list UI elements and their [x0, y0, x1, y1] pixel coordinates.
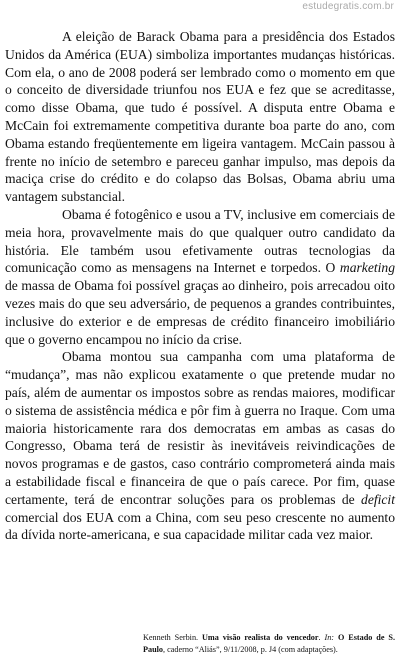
paragraph-text: deficit [361, 491, 395, 507]
citation-text: In: [324, 633, 335, 642]
paragraph-1 [5, 28, 395, 206]
citation-text: . [318, 633, 325, 642]
article-body [5, 28, 395, 544]
citation-text: Kenneth Serbin. [143, 633, 203, 642]
paragraph-text: comercial dos EUA com a China, com seu peso crescente no aumento da dívida norte-americana, e sua capacidade militar cada vez maior. [5, 509, 395, 543]
paragraph-text: Obama montou sua campanha com uma plataforma de “mudança”, mas não explicou exatamente o que pretende mudar no país, além de aumentar os impostos sobre as rendas maiores, modificar o sistema de assistência médica e pôr fim à guerra no Iraque. Com uma maioria historicamente rara dos democratas em ambas as casas do Congresso, Obama terá de resistir às inevitáveis reivindicações de novos programas e de gastos, caso contrário comprometerá ainda mais a estabilidade fiscal e financeira de que o país carece. Por fim, quase certamente, terá de encontrar soluções para os problemas de [5, 349, 395, 507]
source-citation [143, 632, 395, 656]
citation-text: , caderno “Aliás”, 9/11/2008, p. J4 (com adaptações). [163, 644, 338, 654]
citation-text: O Estado de S. Paulo [143, 633, 395, 654]
paragraph-2 [5, 206, 395, 348]
paragraph-3 [5, 348, 395, 544]
paragraph-text: marketing [339, 260, 395, 276]
site-watermark: estudegratis.com.br [302, 1, 394, 12]
citation-text: Uma visão realista do vencedor [202, 633, 319, 642]
paragraph-text: A eleição de Barack Obama para a presidência dos Estados Unidos da América (EUA) simboliza importantes mudanças históricas. Com ela, o ano de 2008 poderá ser lembrado como o momento em que o conceito de diversidade triunfou nos EUA e fez que se acreditasse, como disse Obama, que tudo é possível. A disputa entre Obama e McCain foi extremamente competitiva durante boa parte do ano, com Obama estando freqüentemente em ligeira vantagem. McCain passou à frente no início de setembro e pareceu ganhar impulso, mas depois da maciça crise do crédito e do colapso das Bolsas, Obama abriu uma vantagem substancial. [5, 29, 395, 205]
paragraph-text: de massa de Obama foi possível graças ao dinheiro, pois arrecadou oito vezes mais do que seu adversário, de pequenos a grandes contribuintes, inclusive do exterior e de empresas de crédito financeiro imobiliário que o governo encampou no início da crise. [5, 278, 395, 347]
paragraph-text: Obama é fotogênico e usou a TV, inclusive em comerciais de meia hora, provavelmente mais do que qualquer outro candidato da história. Ele também usou efetivamente outras tecnologias da comunicação como as mensagens na Internet e torpedos. O [5, 206, 395, 276]
